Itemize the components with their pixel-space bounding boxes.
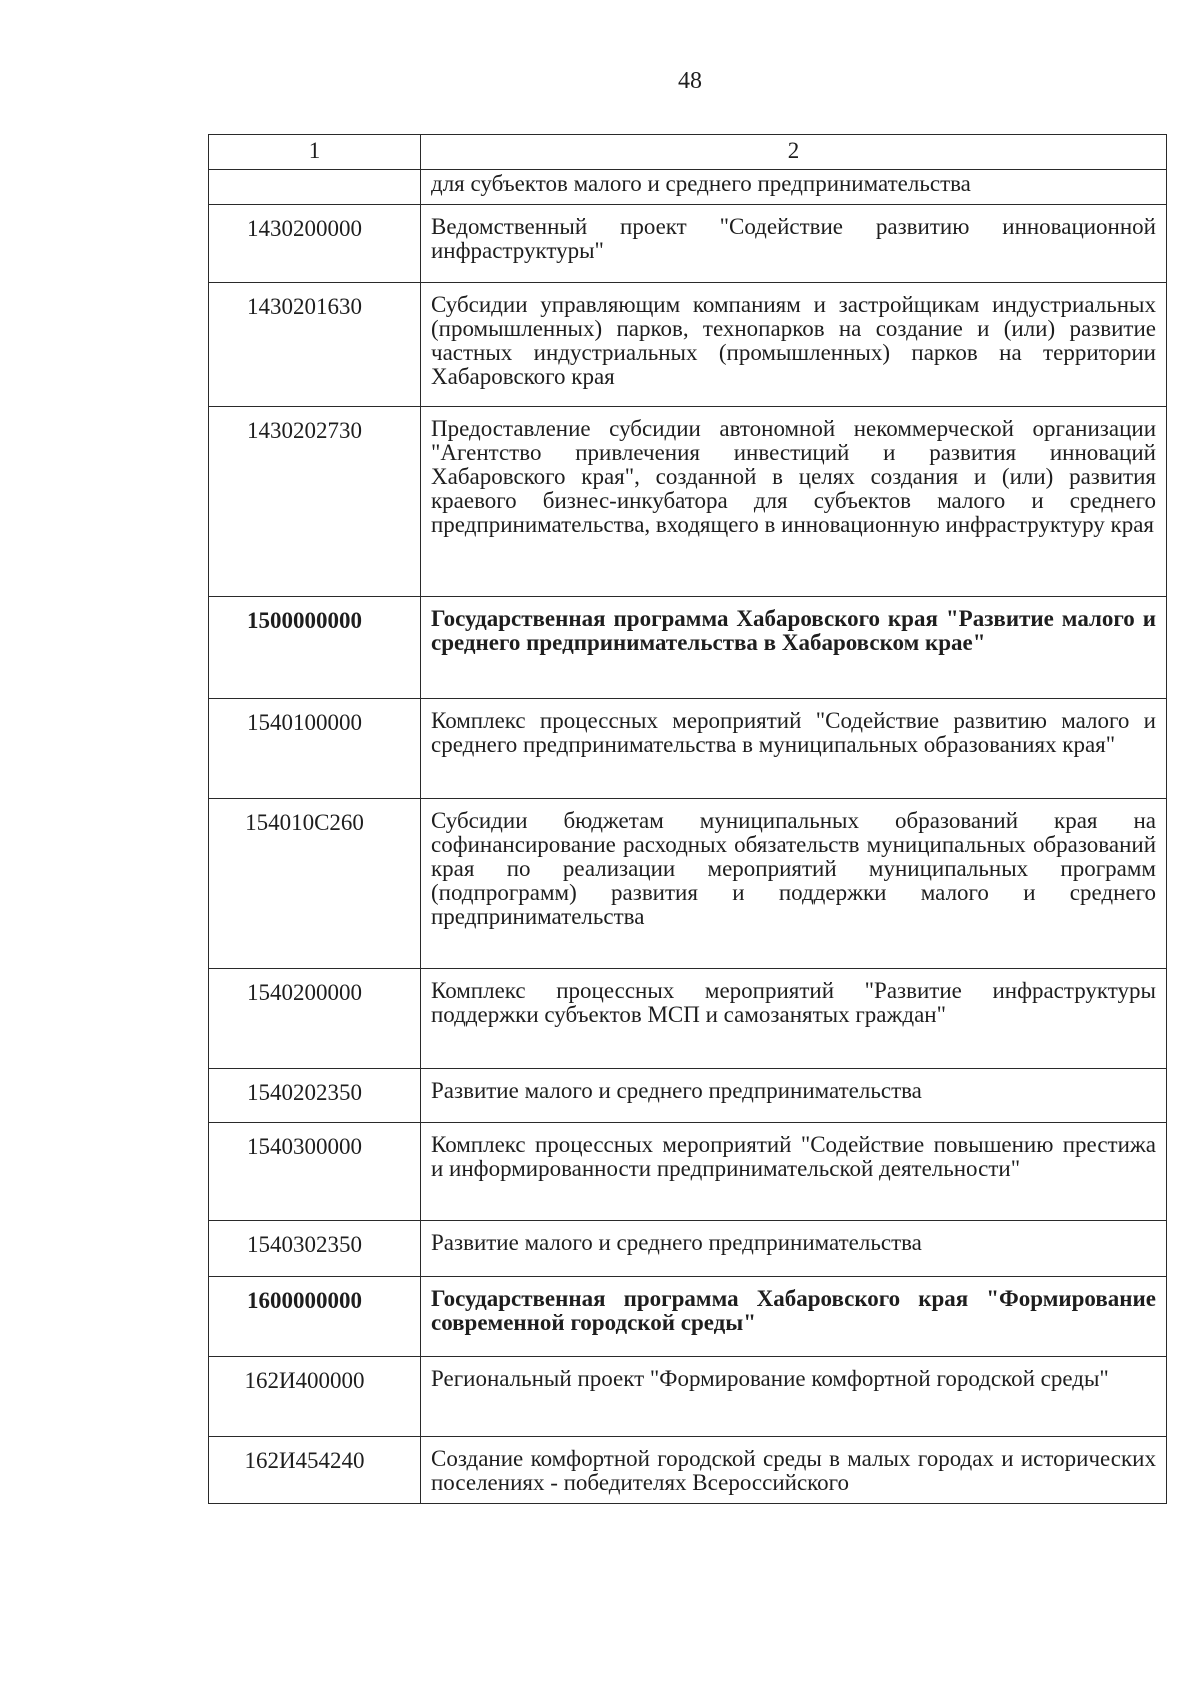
table-row bbox=[209, 597, 1167, 699]
header-cell-name: 2 bbox=[421, 135, 1167, 170]
row-code: 162И454240 bbox=[209, 1437, 421, 1504]
table-header-row bbox=[209, 135, 1167, 170]
table-row bbox=[209, 205, 1167, 283]
row-text: Создание комфортной городской среды в малых городах и исторических поселениях - победителях Всероссийского bbox=[421, 1437, 1167, 1504]
table-row bbox=[209, 1069, 1167, 1123]
table-row bbox=[209, 1123, 1167, 1221]
row-text: Государственная программа Хабаровского края "Развитие малого и среднего предпринимательства в Хабаровском крае" bbox=[421, 597, 1167, 699]
row-text: Государственная программа Хабаровского края "Формирование современной городской среды" bbox=[421, 1277, 1167, 1357]
table-row bbox=[209, 1221, 1167, 1277]
row-text: Комплекс процессных мероприятий "Развитие инфраструктуры поддержки субъектов МСП и самозанятых граждан" bbox=[421, 969, 1167, 1069]
row-text: Региональный проект "Формирование комфортной городской среды" bbox=[421, 1357, 1167, 1437]
table-row bbox=[209, 170, 1167, 205]
row-code: 1540100000 bbox=[209, 699, 421, 799]
row-code: 1430200000 bbox=[209, 205, 421, 283]
row-code: 1600000000 bbox=[209, 1277, 421, 1357]
row-text: Развитие малого и среднего предпринимательства bbox=[421, 1069, 1167, 1123]
table-row bbox=[209, 407, 1167, 597]
row-text: Предоставление субсидии автономной некоммерческой организации "Агентство привлечения инвестиций и развития инноваций Хабаровского края", созданной в целях создания и (или) развития краевого бизнес-инкубатора для субъектов малого и среднего предпринимательства, входящего в инновационную инфраструктуру края bbox=[421, 407, 1167, 597]
row-code: 1430201630 bbox=[209, 283, 421, 407]
table-row bbox=[209, 799, 1167, 969]
table-row bbox=[209, 1277, 1167, 1357]
row-code: 162И400000 bbox=[209, 1357, 421, 1437]
row-text: Комплекс процессных мероприятий "Содействие повышению престижа и информированности предпринимательской деятельности" bbox=[421, 1123, 1167, 1221]
row-text: Субсидии управляющим компаниям и застройщикам индустриальных (промышленных) парков, технопарков на создание и (или) развитие частных индустриальных (промышленных) парков на территории Хабаровского края bbox=[421, 283, 1167, 407]
row-code bbox=[209, 170, 421, 205]
table-row bbox=[209, 969, 1167, 1069]
header-cell-code: 1 bbox=[209, 135, 421, 170]
row-code: 1540300000 bbox=[209, 1123, 421, 1221]
row-code: 1540302350 bbox=[209, 1221, 421, 1277]
row-code: 1430202730 bbox=[209, 407, 421, 597]
row-text: Комплекс процессных мероприятий "Содействие развитию малого и среднего предпринимательства в муниципальных образованиях края" bbox=[421, 699, 1167, 799]
row-code: 1540200000 bbox=[209, 969, 421, 1069]
table-row bbox=[209, 699, 1167, 799]
row-text: Развитие малого и среднего предпринимательства bbox=[421, 1221, 1167, 1277]
row-text: Субсидии бюджетам муниципальных образований края на софинансирование расходных обязательств муниципальных образований края по реализации мероприятий муниципальных программ (подпрограмм) развития и поддержки малого и среднего предпринимательства bbox=[421, 799, 1167, 969]
budget-classification-table bbox=[208, 134, 1166, 1504]
row-text: для субъектов малого и среднего предпринимательства bbox=[421, 170, 1167, 205]
table-row bbox=[209, 1357, 1167, 1437]
row-code: 1540202350 bbox=[209, 1069, 421, 1123]
table-row bbox=[209, 1437, 1167, 1504]
page-number: 48 bbox=[678, 68, 702, 94]
table-row bbox=[209, 283, 1167, 407]
row-text: Ведомственный проект "Содействие развитию инновационной инфраструктуры" bbox=[421, 205, 1167, 283]
row-code: 1500000000 bbox=[209, 597, 421, 699]
codes-table bbox=[208, 134, 1167, 1504]
row-code: 154010С260 bbox=[209, 799, 421, 969]
